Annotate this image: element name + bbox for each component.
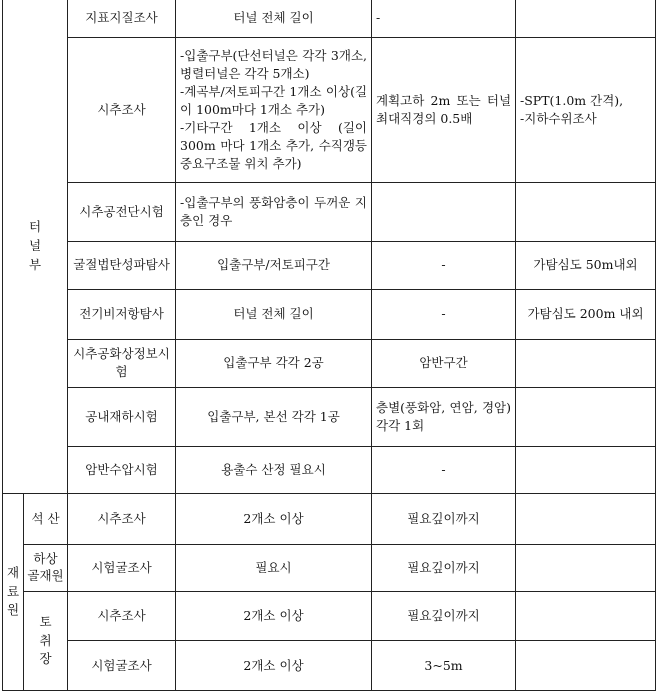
table-row	[3, 183, 656, 242]
location-cell: 2개소 이상	[176, 494, 372, 544]
remark-line: -지하수위조사	[520, 111, 597, 127]
remark-cell: 가탐심도 200m 내외	[516, 290, 656, 339]
remark-cell	[516, 0, 656, 37]
depth-cell: 필요깊이까지	[372, 494, 516, 544]
table-row	[3, 37, 656, 182]
location-cell: 입출구부/저토피구간	[176, 241, 372, 289]
item-cell: 굴절법탄성파탐사	[68, 241, 176, 289]
location-cell: 필요시	[176, 544, 372, 591]
depth-cell: -	[372, 0, 516, 37]
remark-cell: 가탐심도 50m내외	[516, 241, 656, 289]
remark-cell	[516, 494, 656, 544]
depth-cell	[372, 183, 516, 242]
remark-line: -SPT(1.0m 간격),	[520, 92, 624, 108]
location-cell: 입출구부, 본선 각각 1공	[176, 388, 372, 447]
item-cell: 시추조사	[68, 494, 176, 544]
subgroup-char: 토	[39, 613, 52, 629]
location-cell	[176, 37, 372, 182]
item-cell: 공내재하시험	[68, 388, 176, 447]
item-cell: 시추조사	[68, 592, 176, 641]
group-label-material	[3, 494, 24, 691]
table-row	[3, 446, 656, 493]
group-label-char: 널	[28, 238, 42, 254]
remark-cell	[516, 592, 656, 641]
depth-cell: 필요깊이까지	[372, 544, 516, 591]
item-cell: 시추조사	[68, 37, 176, 182]
location-line: -입출구부(단선터널은 각각 3개소, 병렬터널은 각각 5개소)	[180, 47, 368, 81]
location-line: -계곡부/저토피구간 1개소 이상(길이 100m마다 1개소 추가)	[180, 83, 368, 117]
location-line: -기타구간 1개소 이상 (길이 300m 마다 1개소 추가, 수직갱등 중요구조물 위치 추가)	[180, 120, 368, 172]
depth-cell: -	[372, 446, 516, 493]
item-cell: 전기비저항탐사	[68, 290, 176, 339]
subgroup-char: 취	[39, 632, 52, 648]
group-label-char: 원	[7, 602, 20, 618]
group-label-char: 부	[28, 256, 42, 272]
table-row	[3, 641, 656, 691]
remark-cell	[516, 183, 656, 242]
item-cell: 시추공전단시험	[68, 183, 176, 242]
group-label-tunnel	[3, 0, 68, 494]
table-row	[3, 544, 656, 591]
remark-cell	[516, 37, 656, 182]
location-cell: 용출수 산정 필요시	[176, 446, 372, 493]
location-cell: 2개소 이상	[176, 592, 372, 641]
subgroup-stone-quarry: 석 산	[24, 494, 68, 544]
remark-cell	[516, 446, 656, 493]
location-cell: -입출구부의 풍화암층이 두꺼운 지층인 경우	[176, 183, 372, 242]
table-row	[3, 339, 656, 387]
table-row	[3, 592, 656, 641]
item-cell: 시추공화상정보시험	[68, 339, 176, 387]
group-label-char: 료	[7, 583, 20, 599]
item-cell: 시험굴조사	[68, 544, 176, 591]
table-row	[3, 0, 656, 37]
remark-cell	[516, 388, 656, 447]
depth-cell: 필요깊이까지	[372, 592, 516, 641]
remark-cell	[516, 641, 656, 691]
table-row	[3, 290, 656, 339]
depth-cell: -	[372, 241, 516, 289]
location-cell: 2개소 이상	[176, 641, 372, 691]
remark-cell	[516, 544, 656, 591]
depth-cell: 층별(풍화암, 연암, 경암) 각각 1회	[372, 388, 516, 447]
item-cell: 지표지질조사	[68, 0, 176, 37]
table-row	[3, 388, 656, 447]
table-row	[3, 494, 656, 544]
subgroup-line: 하상	[33, 550, 58, 566]
depth-cell: 3~5m	[372, 641, 516, 691]
investigation-table	[2, 0, 656, 691]
item-cell: 암반수압시험	[68, 446, 176, 493]
subgroup-borrow-pit	[24, 592, 68, 691]
table-row	[3, 241, 656, 289]
location-cell: 입출구부 각각 2공	[176, 339, 372, 387]
depth-cell: -	[372, 290, 516, 339]
group-label-char: 터	[28, 219, 42, 235]
group-label-char: 재	[7, 564, 20, 580]
subgroup-line: 골재원	[27, 567, 64, 583]
depth-cell: 암반구간	[372, 339, 516, 387]
location-cell: 터널 전체 길이	[176, 0, 372, 37]
subgroup-river-gravel	[24, 544, 68, 591]
location-cell: 터널 전체 길이	[176, 290, 372, 339]
subgroup-char: 장	[39, 651, 52, 667]
remark-cell	[516, 339, 656, 387]
depth-cell: 계획고하 2m 또는 터널 최대직경의 0.5배	[372, 37, 516, 182]
item-cell: 시험굴조사	[68, 641, 176, 691]
